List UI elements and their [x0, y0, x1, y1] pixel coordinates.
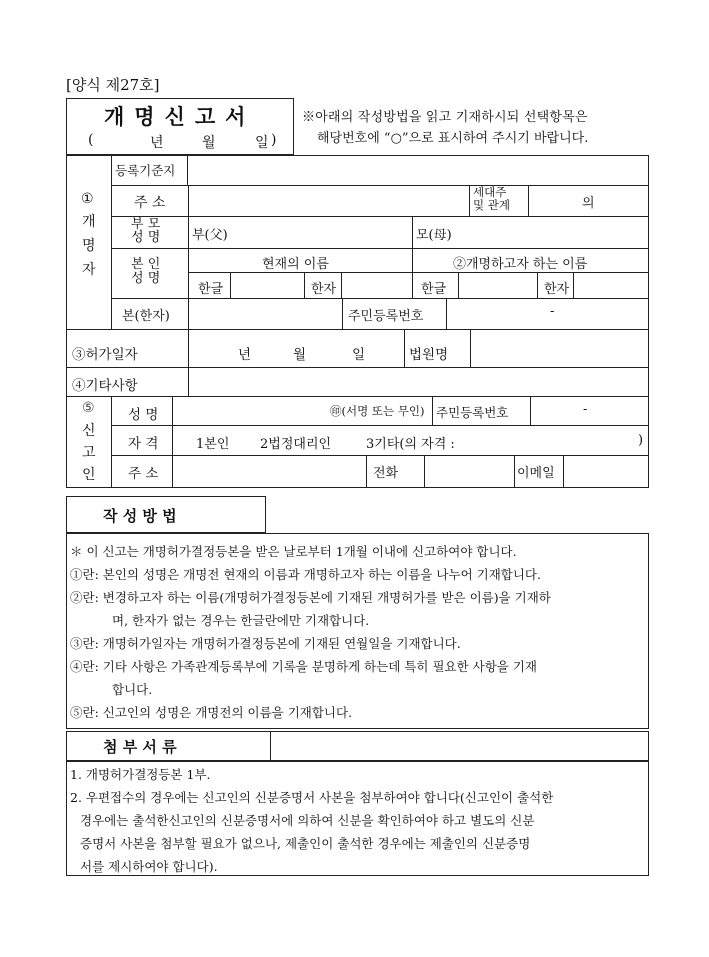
divider [111, 248, 649, 249]
divider [304, 272, 305, 298]
date-day: 일 [255, 135, 269, 151]
option-self[interactable]: 1본인 [196, 437, 230, 452]
date-open: ( [88, 132, 94, 148]
guide-line: ④란: 기타 사항은 가족관계등록부에 기록을 분명하게 하는데 특히 필요한 사항을 기재 [70, 659, 537, 674]
attach-text [70, 763, 647, 878]
guide-text [70, 540, 647, 724]
section3-label: ③허가일자 [72, 347, 138, 363]
section4-label: ④기타사항 [72, 378, 138, 394]
current-hanja-field[interactable] [342, 273, 412, 298]
form-title: 개명신고서 [104, 104, 256, 129]
address-field[interactable] [189, 186, 469, 216]
divider [412, 216, 413, 248]
email-field[interactable] [564, 456, 649, 488]
registry-field[interactable] [188, 155, 649, 185]
divider [514, 455, 515, 488]
rrn-field[interactable] [447, 299, 649, 329]
household-of: 의 [582, 196, 595, 211]
divider [404, 329, 405, 367]
mother-field[interactable] [456, 217, 649, 248]
address-label: 주 소 [134, 195, 166, 211]
form-number: [양식 제27호] [66, 76, 160, 94]
signature-label: ㊞(서명 또는 무인) [330, 404, 425, 418]
date-month: 월 [202, 135, 216, 151]
option-other[interactable]: 3기타(의 자격 : [366, 437, 455, 452]
current-hangul-label: 한글 [198, 282, 224, 297]
option-close: ) [638, 433, 644, 448]
email-label: 이메일 [517, 466, 555, 481]
section5-char-1: 신 [82, 423, 96, 439]
instruction-line-1: ※아래의 작성방법을 읽고 기재하시되 선택항목은 [302, 110, 588, 125]
section1-char-2: 명 [82, 238, 96, 254]
title-date [66, 125, 294, 155]
divider [366, 455, 367, 488]
option-legal-rep[interactable]: 2법정대리인 [260, 437, 332, 452]
section5-char-3: 인 [82, 467, 96, 483]
section5-char-2: 고 [82, 445, 96, 461]
attach-line: 2. 우편접수의 경우에는 신고인의 신분증명서 사본을 첨부하여야 합니다(신고인이 출석한 [70, 790, 554, 805]
phone-field[interactable] [425, 456, 514, 488]
court-label: 법원명 [409, 347, 449, 363]
guide-line: ②란: 변경하고자 하는 이름(개명허가결정등본에 기재된 개명허가를 받은 이름)을 기재하 [70, 590, 551, 605]
qualification-label: 자 격 [128, 436, 159, 452]
self-label: 본 인 성 명 [131, 257, 161, 286]
reporter-address-field[interactable] [173, 456, 366, 488]
bon-field[interactable] [189, 299, 342, 329]
permit-month: 월 [293, 347, 307, 363]
household-label: 세대주 및 관계 [473, 185, 510, 212]
new-hanja-field[interactable] [574, 273, 649, 298]
guide-line: ①란: 본인의 성명은 개명전 현재의 이름과 개명하고자 하는 이름을 나누어 기재합니다. [70, 567, 541, 582]
attach-line: 경우에는 출석한신고인의 신분증명서에 의하여 신분을 확인하여야 하고 별도의 신분 [80, 813, 535, 828]
permit-year: 년 [238, 347, 252, 363]
guide-line: ＊ 이 신고는 개명허가결정등본을 받은 날로부터 1개월 이내에 신고하여야 합니다. [70, 544, 517, 559]
attach-title: 첨 부 서 류 [103, 738, 177, 756]
new-hanja-label: 한자 [544, 282, 570, 297]
divider [270, 731, 271, 761]
reporter-address-label: 주 소 [128, 466, 159, 482]
permit-day: 일 [352, 347, 366, 363]
attach-line: 증명서 사본을 첨부할 필요가 없으나, 제출인이 출석한 경우에는 제출인의 신분증명 [80, 836, 531, 851]
attach-line: 1. 개명허가결정등본 1부. [70, 767, 211, 782]
reporter-rrn-dash: - [583, 402, 588, 417]
divider [342, 298, 343, 329]
reporter-rrn-field[interactable] [531, 397, 649, 424]
guide-line: 며, 한자가 없는 경우는 한글란에만 기재합니다. [112, 613, 370, 628]
section1-label [66, 155, 111, 329]
divider [537, 272, 538, 298]
guide-line: ⑤란: 신고인의 성명은 개명전의 이름을 기재합니다. [70, 705, 353, 720]
bon-label: 본(한자) [122, 309, 170, 324]
divider [111, 425, 649, 426]
current-hangul-field[interactable] [231, 273, 304, 298]
guide-line: 합니다. [112, 682, 153, 697]
date-close: ) [271, 132, 277, 148]
section1-char-3: 자 [82, 262, 96, 278]
mother-label: 모(母) [416, 228, 452, 243]
current-hanja-label: 한자 [311, 282, 337, 297]
new-name-header: ②개명하고자 하는 이름 [453, 257, 588, 272]
section1-char-1: 개 [82, 214, 96, 230]
father-label: 부(父) [192, 228, 228, 243]
divider [432, 396, 433, 425]
current-name-header: 현재의 이름 [262, 257, 329, 272]
guide-line: ③란: 개명허가일자는 개명허가결정등본에 기재된 연월일을 기재합니다. [70, 636, 461, 651]
new-hangul-label: 한글 [421, 282, 447, 297]
attach-line: 서를 제시하여야 합니다). [80, 859, 218, 874]
guide-title: 작 성 방 법 [103, 507, 177, 525]
new-hangul-field[interactable] [459, 273, 537, 298]
father-field[interactable] [232, 217, 412, 248]
parents-label: 부 모 성 명 [131, 217, 161, 245]
rrn-label: 주민등록번호 [348, 309, 424, 324]
other-matters-field[interactable] [189, 368, 649, 396]
qualification-options [180, 428, 642, 452]
registry-label-cell [111, 155, 186, 185]
reporter-rrn-label: 주민등록번호 [436, 405, 509, 420]
registry-label: 등록기준지 [115, 163, 176, 178]
phone-label: 전화 [373, 466, 399, 481]
section5-label [66, 396, 111, 488]
court-field[interactable] [471, 330, 649, 367]
instruction-line-2: 해당번호에 “○”으로 표시하여 주시기 바랍니다. [317, 131, 589, 146]
date-year: 년 [150, 135, 164, 151]
divider [412, 248, 413, 298]
rrn-dash: - [550, 304, 555, 319]
reporter-name-label: 성 명 [128, 407, 159, 423]
section5-num: ⑤ [82, 400, 95, 416]
section1-num: ① [81, 191, 94, 207]
divider [111, 396, 112, 488]
divider [469, 185, 470, 216]
